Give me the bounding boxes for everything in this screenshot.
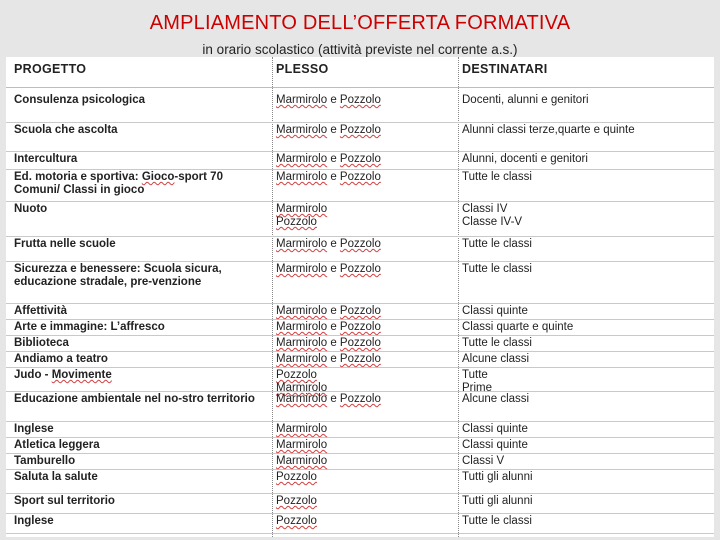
cell-progetto: Biblioteca [14, 337, 69, 349]
cell-destinatari: Alcune classi [462, 393, 530, 405]
cell-destinatari: Classi quarte e quinte [462, 321, 574, 333]
cell-plesso: Marmirolo e Pozzolo [276, 353, 381, 365]
cell-destinatari: Tutte Prime [462, 369, 493, 394]
cell-destinatari: Alunni classi terze,quarte e quinte [462, 124, 635, 136]
cell-destinatari: Tutte le classi [462, 238, 532, 250]
cell-progetto: Atletica leggera [14, 439, 100, 451]
cell-plesso: Marmirolo e Pozzolo [276, 337, 381, 349]
page-title: AMPLIAMENTO DELL’OFFERTA FORMATIVA [149, 12, 571, 34]
cell-progetto: Inglese [14, 423, 54, 435]
cell-destinatari: Classi V [462, 455, 505, 467]
page-subtitle: in orario scolastico (attività previste nel corrente a.s.) [202, 42, 518, 57]
table-row [6, 319, 714, 336]
header-plesso: PLESSO [276, 62, 329, 76]
cell-progetto: Frutta nelle scuole [14, 238, 116, 250]
cell-destinatari: Docenti, alunni e genitori [462, 94, 589, 106]
cell-progetto: Scuola che ascolta [14, 124, 118, 136]
cell-destinatari: Classi quinte [462, 305, 528, 317]
cell-plesso: Marmirolo e Pozzolo [276, 153, 381, 165]
header-destinatari: DESTINATARI [462, 62, 548, 76]
header-progetto: PROGETTO [14, 62, 87, 76]
table-row [6, 469, 714, 494]
table-row [6, 201, 714, 237]
cell-progetto: Saluta la salute [14, 471, 98, 483]
cell-plesso: Marmirolo e Pozzolo [276, 94, 381, 106]
cell-progetto: Affettività [14, 305, 68, 317]
table-row [6, 303, 714, 320]
table-header [6, 57, 714, 88]
table-row [6, 261, 714, 304]
cell-plesso: Marmirolo e Pozzolo [276, 305, 381, 317]
cell-progetto: Intercultura [14, 153, 78, 165]
cell-destinatari: Classi quinte [462, 423, 528, 435]
table-row [6, 151, 714, 170]
cell-plesso: Marmirolo e Pozzolo [276, 321, 381, 333]
cell-destinatari: Tutti gli alunni [462, 495, 533, 507]
cell-plesso: Pozzolo Marmirolo [276, 369, 328, 394]
cell-destinatari: Classi quinte [462, 439, 528, 451]
cell-progetto: Ed. motoria e sportiva: Gioco-sport 70 Comuni/ Classi in gioco [14, 171, 223, 196]
table-row [6, 92, 714, 123]
cell-destinatari: Tutte le classi [462, 337, 532, 349]
table-row [6, 122, 714, 152]
cell-destinatari: Tutte le classi [462, 171, 532, 183]
table-row [6, 169, 714, 202]
cell-plesso: Marmirolo e Pozzolo [276, 393, 381, 405]
table-row [6, 453, 714, 470]
table-row [6, 513, 714, 534]
cell-destinatari: Tutti gli alunni [462, 471, 533, 483]
cell-plesso: Marmirolo [276, 455, 328, 467]
cell-plesso: Marmirolo e Pozzolo [276, 263, 381, 275]
cell-progetto: Nuoto [14, 203, 48, 215]
cell-plesso: Pozzolo [276, 495, 317, 507]
table-row [6, 236, 714, 262]
table-row [6, 493, 714, 514]
table-row [6, 391, 714, 422]
cell-plesso: Marmirolo e Pozzolo [276, 238, 381, 250]
cell-plesso: Pozzolo [276, 471, 317, 483]
table-row [6, 421, 714, 438]
cell-destinatari: Tutte le classi [462, 515, 532, 527]
cell-plesso: Pozzolo [276, 515, 317, 527]
cell-progetto: Sport sul territorio [14, 495, 115, 507]
cell-plesso: Marmirolo e Pozzolo [276, 171, 381, 183]
cell-progetto: Educazione ambientale nel no-stro territorio [14, 393, 255, 405]
table-row [6, 351, 714, 368]
table-row [6, 437, 714, 454]
cell-progetto: Sicurezza e benessere: Scuola sicura, educazione stradale, pre-venzione [14, 263, 222, 288]
cell-plesso: Marmirolo Pozzolo [276, 203, 328, 228]
table-row [6, 335, 714, 352]
table-row [6, 367, 714, 392]
cell-plesso: Marmirolo [276, 423, 328, 435]
cell-destinatari: Classi IV Classe IV-V [462, 203, 523, 228]
cell-progetto: Consulenza psicologica [14, 94, 145, 106]
projects-table [6, 57, 714, 537]
cell-destinatari: Alunni, docenti e genitori [462, 153, 588, 165]
cell-progetto: Arte e immagine: L’affresco [14, 321, 165, 333]
cell-plesso: Marmirolo [276, 439, 328, 451]
cell-progetto: Tamburello [14, 455, 76, 467]
cell-destinatari: Alcune classi [462, 353, 530, 365]
cell-progetto: Judo - Movimente [14, 369, 112, 381]
cell-destinatari: Tutte le classi [462, 263, 532, 275]
cell-plesso: Marmirolo e Pozzolo [276, 124, 381, 136]
cell-progetto: Andiamo a teatro [14, 353, 108, 365]
cell-progetto: Inglese [14, 515, 54, 527]
